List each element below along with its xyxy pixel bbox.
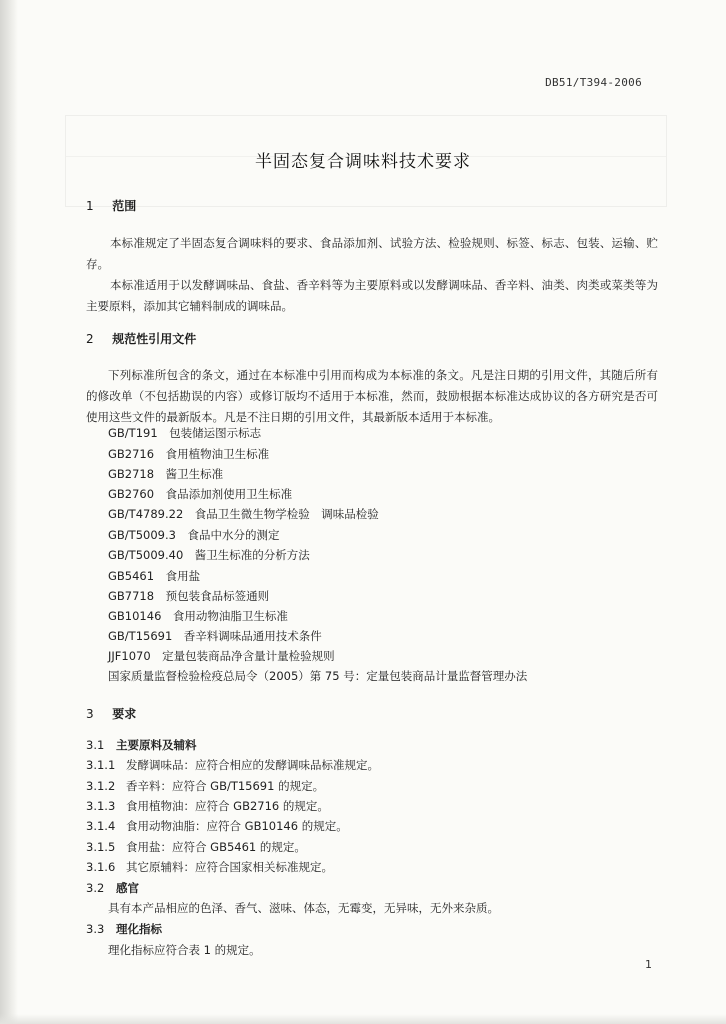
reference-item: GB/T191 包装储运图示标志 — [108, 426, 262, 440]
clause — [86, 859, 333, 875]
reference-item: GB/T4789.22 食品卫生微生物学检验 调味品检验 — [108, 507, 379, 521]
clause-text: 食用盐：应符合 GB5461 的规定。 — [126, 840, 306, 854]
reference-item: GB2716 食用植物油卫生标准 — [108, 447, 270, 461]
clause-text: 香辛料：应符合 GB/T15691 的规定。 — [126, 779, 325, 793]
reference-item: 国家质量监督检验检疫总局令（2005）第 75 号：定量包装商品计量监督管理办法 — [108, 669, 528, 683]
clause-text: 其它原辅料：应符合国家相关标准规定。 — [126, 860, 333, 874]
section-heading-references — [86, 330, 196, 347]
section-number: 2 — [86, 332, 94, 346]
clause-number: 3.2 — [86, 881, 105, 895]
section-title: 规范性引用文件 — [112, 332, 197, 346]
section-title: 要求 — [112, 707, 137, 721]
clause — [86, 818, 348, 834]
standard-code: DB51/T394-2006 — [545, 76, 642, 89]
reference-item: JJF1070 定量包装商品净含量计量检验规则 — [108, 649, 335, 663]
document-title: 半固态复合调味料技术要求 — [255, 152, 471, 172]
section-title: 范围 — [112, 199, 137, 213]
reference-item: GB/T5009.3 食品中水分的测定 — [108, 528, 280, 542]
clause-text: 理化指标 — [116, 922, 162, 936]
clause-heading — [86, 921, 162, 937]
clause-number: 3.1.2 — [86, 779, 116, 793]
clause-text: 食用植物油：应符合 GB2716 的规定。 — [126, 799, 329, 813]
clause-number: 3.1 — [86, 738, 105, 752]
clause-heading — [86, 737, 197, 753]
clause-heading — [86, 880, 139, 896]
clause-number: 3.1.3 — [86, 799, 116, 813]
scan-bottom-edge — [0, 1014, 726, 1024]
reference-item: GB/T5009.40 酱卫生标准的分析方法 — [108, 548, 310, 562]
clause-number: 3.1.1 — [86, 758, 116, 772]
sensory-text: 具有本产品相应的色泽、香气、滋味、体态，无霉变，无异味，无外来杂质。 — [108, 901, 499, 915]
section-number: 3 — [86, 707, 94, 721]
reference-item: GB10146 食用动物油脂卫生标准 — [108, 609, 288, 623]
reference-item: GB7718 预包装食品标签通则 — [108, 589, 270, 603]
clause — [86, 778, 324, 794]
clause — [86, 798, 329, 814]
section-heading-scope — [86, 197, 136, 214]
scope-paragraph-2: 本标准适用于以发酵调味品、食盐、香辛料等为主要原料或以发酵调味品、香辛料、油类、肉类或菜类等为主要原料，添加其它辅料制成的调味品。 — [86, 278, 658, 313]
scope-paragraph-1: 本标准规定了半固态复合调味料的要求、食品添加剂、试验方法、检验规则、标签、标志、包装、运输、贮存。 — [86, 236, 658, 271]
clause-text: 感官 — [116, 881, 139, 895]
reference-item: GB2760 食品添加剂使用卫生标准 — [108, 487, 293, 501]
clause-number: 3.1.5 — [86, 840, 116, 854]
clause-number: 3.3 — [86, 922, 105, 936]
clause-number: 3.1.6 — [86, 860, 116, 874]
clause-text: 主要原料及辅料 — [116, 738, 197, 752]
physchem-text: 理化指标应符合表 1 的规定。 — [108, 943, 261, 957]
page-number: 1 — [645, 958, 652, 971]
section-number: 1 — [86, 199, 94, 213]
reference-item: GB2718 酱卫生标准 — [108, 467, 224, 481]
reference-item: GB5461 食用盐 — [108, 569, 201, 583]
clause — [86, 839, 306, 855]
references-intro: 下列标准所包含的条文，通过在本标准中引用而构成为本标准的条文。凡是注日期的引用文件，其随后所有的修改单（不包括勘误的内容）或修订版均不适用于本标准，然而，鼓励根据本标准达成协议的各方研究是否可使用这些文件的最新版本。凡是不注日期的引用文件，其最新版本适用于本标准。 — [86, 368, 658, 424]
reference-item: GB/T15691 香辛料调味品通用技术条件 — [108, 629, 322, 643]
clause — [86, 757, 379, 773]
clause-text: 食用动物油脂：应符合 GB10146 的规定。 — [126, 819, 348, 833]
section-heading-requirements — [86, 705, 136, 722]
clause-text: 发酵调味品：应符合相应的发酵调味品标准规定。 — [126, 758, 379, 772]
clause-number: 3.1.4 — [86, 819, 116, 833]
